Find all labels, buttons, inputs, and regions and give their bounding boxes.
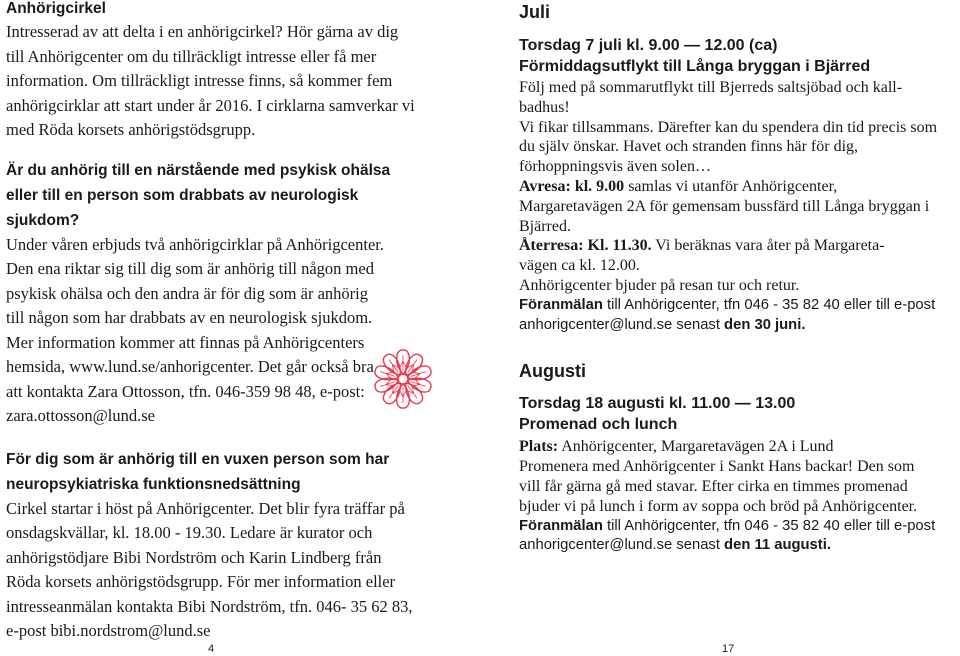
- august-place-label: Plats:: [519, 438, 559, 456]
- question-heading-1: Är du anhörig till en närstående med psykisk ohälsa eller till en person som drabbats av neurologisk sjukdom?: [6, 161, 391, 229]
- august-signup: [519, 517, 944, 557]
- return-label: Återresa: Kl. 11.30.: [519, 237, 652, 255]
- question-heading-2: För dig som är anhörig till en vuxen person som har neuropsykiatriska funktionsnedsättning: [6, 450, 390, 493]
- flower-decoration-icon: [370, 346, 436, 412]
- july-event: Förmiddagsutflykt till Långa bryggan i Bjärred: [519, 58, 871, 75]
- july-return: [519, 236, 919, 276]
- august-signup-text: till Anhörigcenter, tfn 046 - 35 82 40 eller till e-post anhorigcenter@lund.se senast: [519, 517, 936, 554]
- july-description: Följ med på sommarutflykt till Bjerreds saltsjöbad och kall-badhus!: [519, 79, 903, 116]
- left-heading: Anhörigcirkel: [6, 0, 106, 17]
- august-date: Torsdag 18 augusti kl. 11.00 — 13.00: [519, 395, 796, 413]
- july-depart: [519, 177, 939, 236]
- intro-paragraph: Intresserad av att delta i en anhörigcirkel? Hör gärna av dig till Anhörigcenter om du tillräckligt intresse eller få mer information. Om tillräckligt intresse finns, så kommer fem anhörigcirklar att start under år 2016. I cirklarna samverkar vi med Röda korsets anhörigstödsgrupp.: [6, 22, 415, 139]
- august-deadline: den 11 augusti.: [724, 537, 831, 554]
- august-title: Augusti: [519, 361, 586, 382]
- august-event: Promenad och lunch: [519, 416, 678, 434]
- july-signup-label: Föranmälan: [519, 296, 603, 313]
- page-number-left: 4: [208, 643, 215, 655]
- info-paragraph-2: Cirkel startar i höst på Anhörigcenter. Det blir fyra träffar på onsdagskvällar, kl. 18.00 - 19.30. Ledare är kurator och anhörigstödjare Bibi Nordström och Karin Lindberg från Röda korsets anhörigstödsgrupp. För mer information eller intresseanmälan kontakta Bibi Nordström, tfn. 046- 35 62 83, e-post bibi.nordstrom@lund.se: [6, 498, 413, 640]
- july-fika: Vi fikar tillsammans. Därefter kan du spendera din tid precis som du själv önskar. Havet och stranden finns här för dig, förhoppningsvis även solen…: [519, 118, 938, 176]
- august-description: Promenera med Anhörigcenter i Sankt Hans backar! Den som vill får gärna gå med stavar. Efter cirka en timmes promenad bjuder vi på lunch i form av soppa och bröd på Anhörigcenter.: [519, 458, 918, 515]
- august-signup-label: Föranmälan: [519, 517, 603, 534]
- july-transport-note: Anhörigcenter bjuder på resan tur och retur.: [519, 276, 800, 294]
- info-paragraph-1: Under våren erbjuds två anhörigcirklar på Anhörigcenter. Den ena riktar sig till dig som är anhörig till någon med psykisk ohälsa och den andra är för dig som är anhörig till någon som har drabbats av en neurologisk sjukdom. Mer information kommer att finnas på Anhörigcenters hemsida, www.lund.se/anhorigcenter. Det går också bra att kontakta Zara Ottosson, tfn. 046-359 98 48, e-post: zara.ottosson@lund.se: [6, 234, 384, 425]
- depart-label: Avresa: kl. 9.00: [519, 177, 625, 195]
- july-signup: [519, 296, 939, 336]
- page-number-right: 17: [722, 643, 735, 655]
- august-place: [519, 437, 949, 457]
- july-title: Juli: [519, 2, 551, 22]
- depart-text: samlas vi utanför Anhörigcenter, Margaretavägen 2A för gemensam bussfärd till Långa bryggan i Bjärred.: [519, 177, 930, 235]
- return-text: Vi beräknas vara åter på Margareta-vägen ca kl. 12.00.: [519, 237, 885, 275]
- right-page: [519, 0, 949, 556]
- left-page: [6, 0, 416, 644]
- july-signup-text: till Anhörigcenter, tfn 046 - 35 82 40 eller till e-post anhorigcenter@lund.se senast: [519, 296, 936, 333]
- august-place-text: Anhörigcenter, Margaretavägen 2A i Lund: [558, 438, 834, 456]
- july-date: Torsdag 7 juli kl. 9.00 — 12.00 (ca): [519, 37, 778, 54]
- july-deadline: den 30 juni.: [724, 316, 806, 333]
